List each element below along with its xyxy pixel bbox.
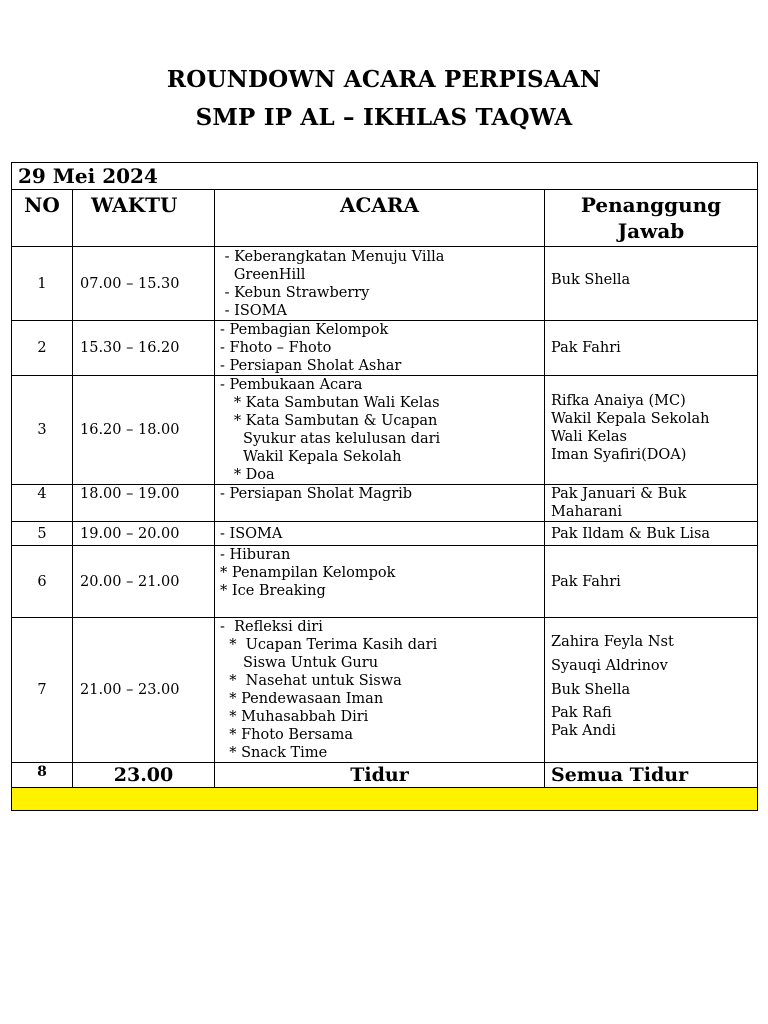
row-penanggung-jawab: Pak Januari & Buk Maharani [545, 485, 758, 522]
row-no: 6 [12, 546, 73, 618]
row-no: 8 [12, 763, 73, 788]
table-header-row [12, 190, 758, 247]
row-waktu: 18.00 – 19.00 [73, 485, 215, 522]
row-acara: - Pembagian Kelompok - Fhoto – Fhoto - Persiapan Sholat Ashar [215, 321, 545, 376]
event-date: 29 Mei 2024 [12, 163, 758, 190]
row-waktu: 23.00 [73, 763, 215, 788]
header-acara: ACARA [215, 190, 545, 247]
row-waktu: 15.30 – 16.20 [73, 321, 215, 376]
row-penanggung-jawab: Zahira Feyla Nst Syauqi Aldrinov Buk Shella Pak Rafi Pak Andi [545, 618, 758, 763]
header-penanggung-jawab: Penanggung Jawab [545, 190, 758, 247]
row-penanggung-jawab: Pak Fahri [545, 321, 758, 376]
row-acara: - Keberangkatan Menuju Villa GreenHill - Kebun Strawberry - ISOMA [215, 247, 545, 321]
row-penanggung-jawab: Rifka Anaiya (MC) Wakil Kepala Sekolah Wali Kelas Iman Syafiri(DOA) [545, 376, 758, 485]
row-penanggung-jawab: Semua Tidur [545, 763, 758, 788]
row-penanggung-jawab: Buk Shella [545, 247, 758, 321]
row-no: 5 [12, 522, 73, 546]
row-penanggung-jawab: Pak Ildam & Buk Lisa [545, 522, 758, 546]
row-waktu: 07.00 – 15.30 [73, 247, 215, 321]
highlight-bar [12, 788, 758, 811]
highlight-row [12, 788, 758, 811]
row-acara: Tidur [215, 763, 545, 788]
table-row [12, 247, 758, 321]
row-penanggung-jawab: Pak Fahri [545, 546, 758, 618]
row-no: 1 [12, 247, 73, 321]
document-title-line-2: SMP IP AL – IKHLAS TAQWA [195, 104, 573, 131]
header-no: NO [12, 190, 73, 247]
table-row [12, 376, 758, 485]
row-acara: - Refleksi diri * Ucapan Terima Kasih dari Siswa Untuk Guru * Nasehat untuk Siswa * Pendewasaan Iman * Muhasabbah Diri * Fhoto Bersama * Snack Time [215, 618, 545, 763]
row-no: 7 [12, 618, 73, 763]
row-waktu: 20.00 – 21.00 [73, 546, 215, 618]
row-no: 3 [12, 376, 73, 485]
row-acara: - ISOMA [215, 522, 545, 546]
table-row [12, 522, 758, 546]
row-waktu: 19.00 – 20.00 [73, 522, 215, 546]
row-no: 4 [12, 485, 73, 522]
header-waktu: WAKTU [73, 190, 215, 247]
table-row [12, 546, 758, 618]
row-waktu: 16.20 – 18.00 [73, 376, 215, 485]
document-title-line-1: ROUNDOWN ACARA PERPISAAN [166, 66, 602, 93]
row-waktu: 21.00 – 23.00 [73, 618, 215, 763]
row-acara: - Hiburan * Penampilan Kelompok * Ice Breaking [215, 546, 545, 618]
row-no: 2 [12, 321, 73, 376]
rundown-table [11, 162, 758, 811]
row-acara: - Pembukaan Acara * Kata Sambutan Wali Kelas * Kata Sambutan & Ucapan Syukur atas kelulusan dari Wakil Kepala Sekolah * Doa [215, 376, 545, 485]
row-acara: - Persiapan Sholat Magrib [215, 485, 545, 522]
table-row [12, 321, 758, 376]
table-row [12, 485, 758, 522]
table-row-last [12, 763, 758, 788]
table-row [12, 618, 758, 763]
